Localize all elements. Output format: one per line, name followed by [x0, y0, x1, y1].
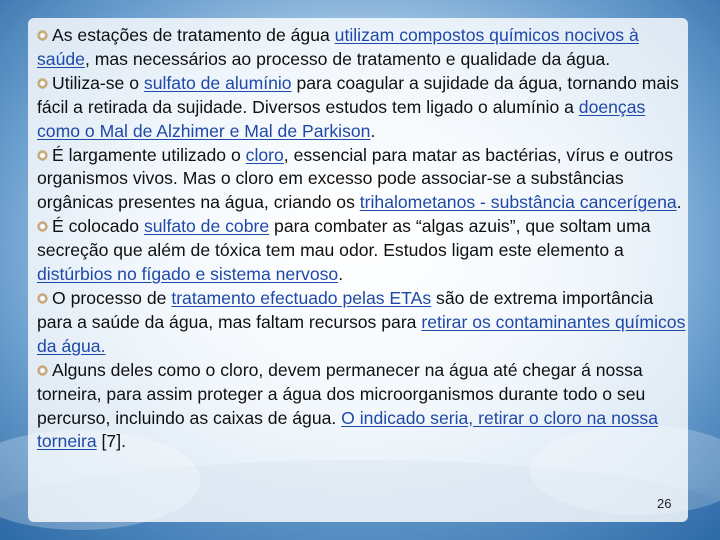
paragraph-text: . — [338, 264, 344, 285]
ring-bullet-icon — [37, 293, 48, 304]
text-link[interactable]: utilizam compostos químicos nocivos à saúde — [37, 25, 639, 69]
paragraph-text: , essencial para matar as bactérias, vírus e outros organismos vivos. Mas o cloro em excesso pode associar-se a substâncias orgânicas presentes na água, criando os — [37, 144, 673, 213]
ring-bullet-icon — [37, 150, 48, 161]
paragraph-text: É largamente utilizado o — [52, 144, 246, 165]
text-link[interactable]: tratamento efectuado pelas ETAs — [171, 287, 432, 308]
ring-bullet-icon — [37, 221, 48, 232]
paragraph-text: Utiliza-se o — [52, 72, 144, 93]
page-number: 26 — [657, 496, 672, 511]
paragraph-text: . — [676, 192, 682, 213]
paragraph-text: , mas necessários ao processo de tratamento e qualidade da água. — [84, 48, 611, 69]
text-link[interactable]: doenças como o Mal de Alzhimer e Mal de Parkison — [37, 96, 646, 141]
bullet-paragraph — [37, 215, 687, 287]
paragraph-text: são de extrema importância para a saúde da água, mas faltam recursos para — [37, 287, 654, 332]
slide-body — [37, 24, 687, 454]
text-link[interactable]: trihalometanos - substância cancerígena — [359, 192, 677, 213]
bullet-paragraph — [37, 144, 687, 216]
text-link[interactable]: retirar os contaminantes químicos da água. — [37, 311, 686, 356]
paragraph-text: . — [370, 120, 376, 141]
paragraph-text: É colocado — [52, 216, 144, 237]
text-link[interactable]: O indicado seria, retirar o cloro na nossa torneira — [37, 407, 659, 452]
text-link[interactable]: sulfato de cobre — [143, 216, 270, 237]
paragraph-text: [7]. — [96, 431, 126, 452]
bullet-paragraph — [37, 72, 687, 144]
paragraph-text: O processo de — [52, 287, 172, 308]
text-link[interactable]: cloro — [245, 144, 284, 165]
bullet-paragraph — [37, 359, 687, 455]
paragraph-text: As estações de tratamento de água — [52, 25, 335, 45]
paragraph-text: para coagular a sujidade da água, tornando mais fácil a retirada da sujidade. Diversos estudos tem ligado o alumínio a — [37, 72, 679, 117]
paragraph-text: para combater as “algas azuis”, que soltam uma secreção que além de tóxica tem mau odor. Estudos ligam este elemento a — [37, 216, 651, 261]
ring-bullet-icon — [37, 365, 48, 376]
bullet-paragraph — [37, 24, 687, 72]
ring-bullet-icon — [37, 30, 48, 41]
paragraph-text: Alguns deles como o cloro, devem permanecer na água até chegar á nossa torneira, para assim proteger a água dos microorganismos durante todo o seu percurso, incluindo as caixas de água. — [37, 359, 646, 428]
bullet-paragraph — [37, 287, 687, 359]
text-link[interactable]: distúrbios no fígado e sistema nervoso — [37, 264, 339, 285]
text-link[interactable]: sulfato de alumínio — [143, 72, 292, 93]
ring-bullet-icon — [37, 78, 48, 89]
